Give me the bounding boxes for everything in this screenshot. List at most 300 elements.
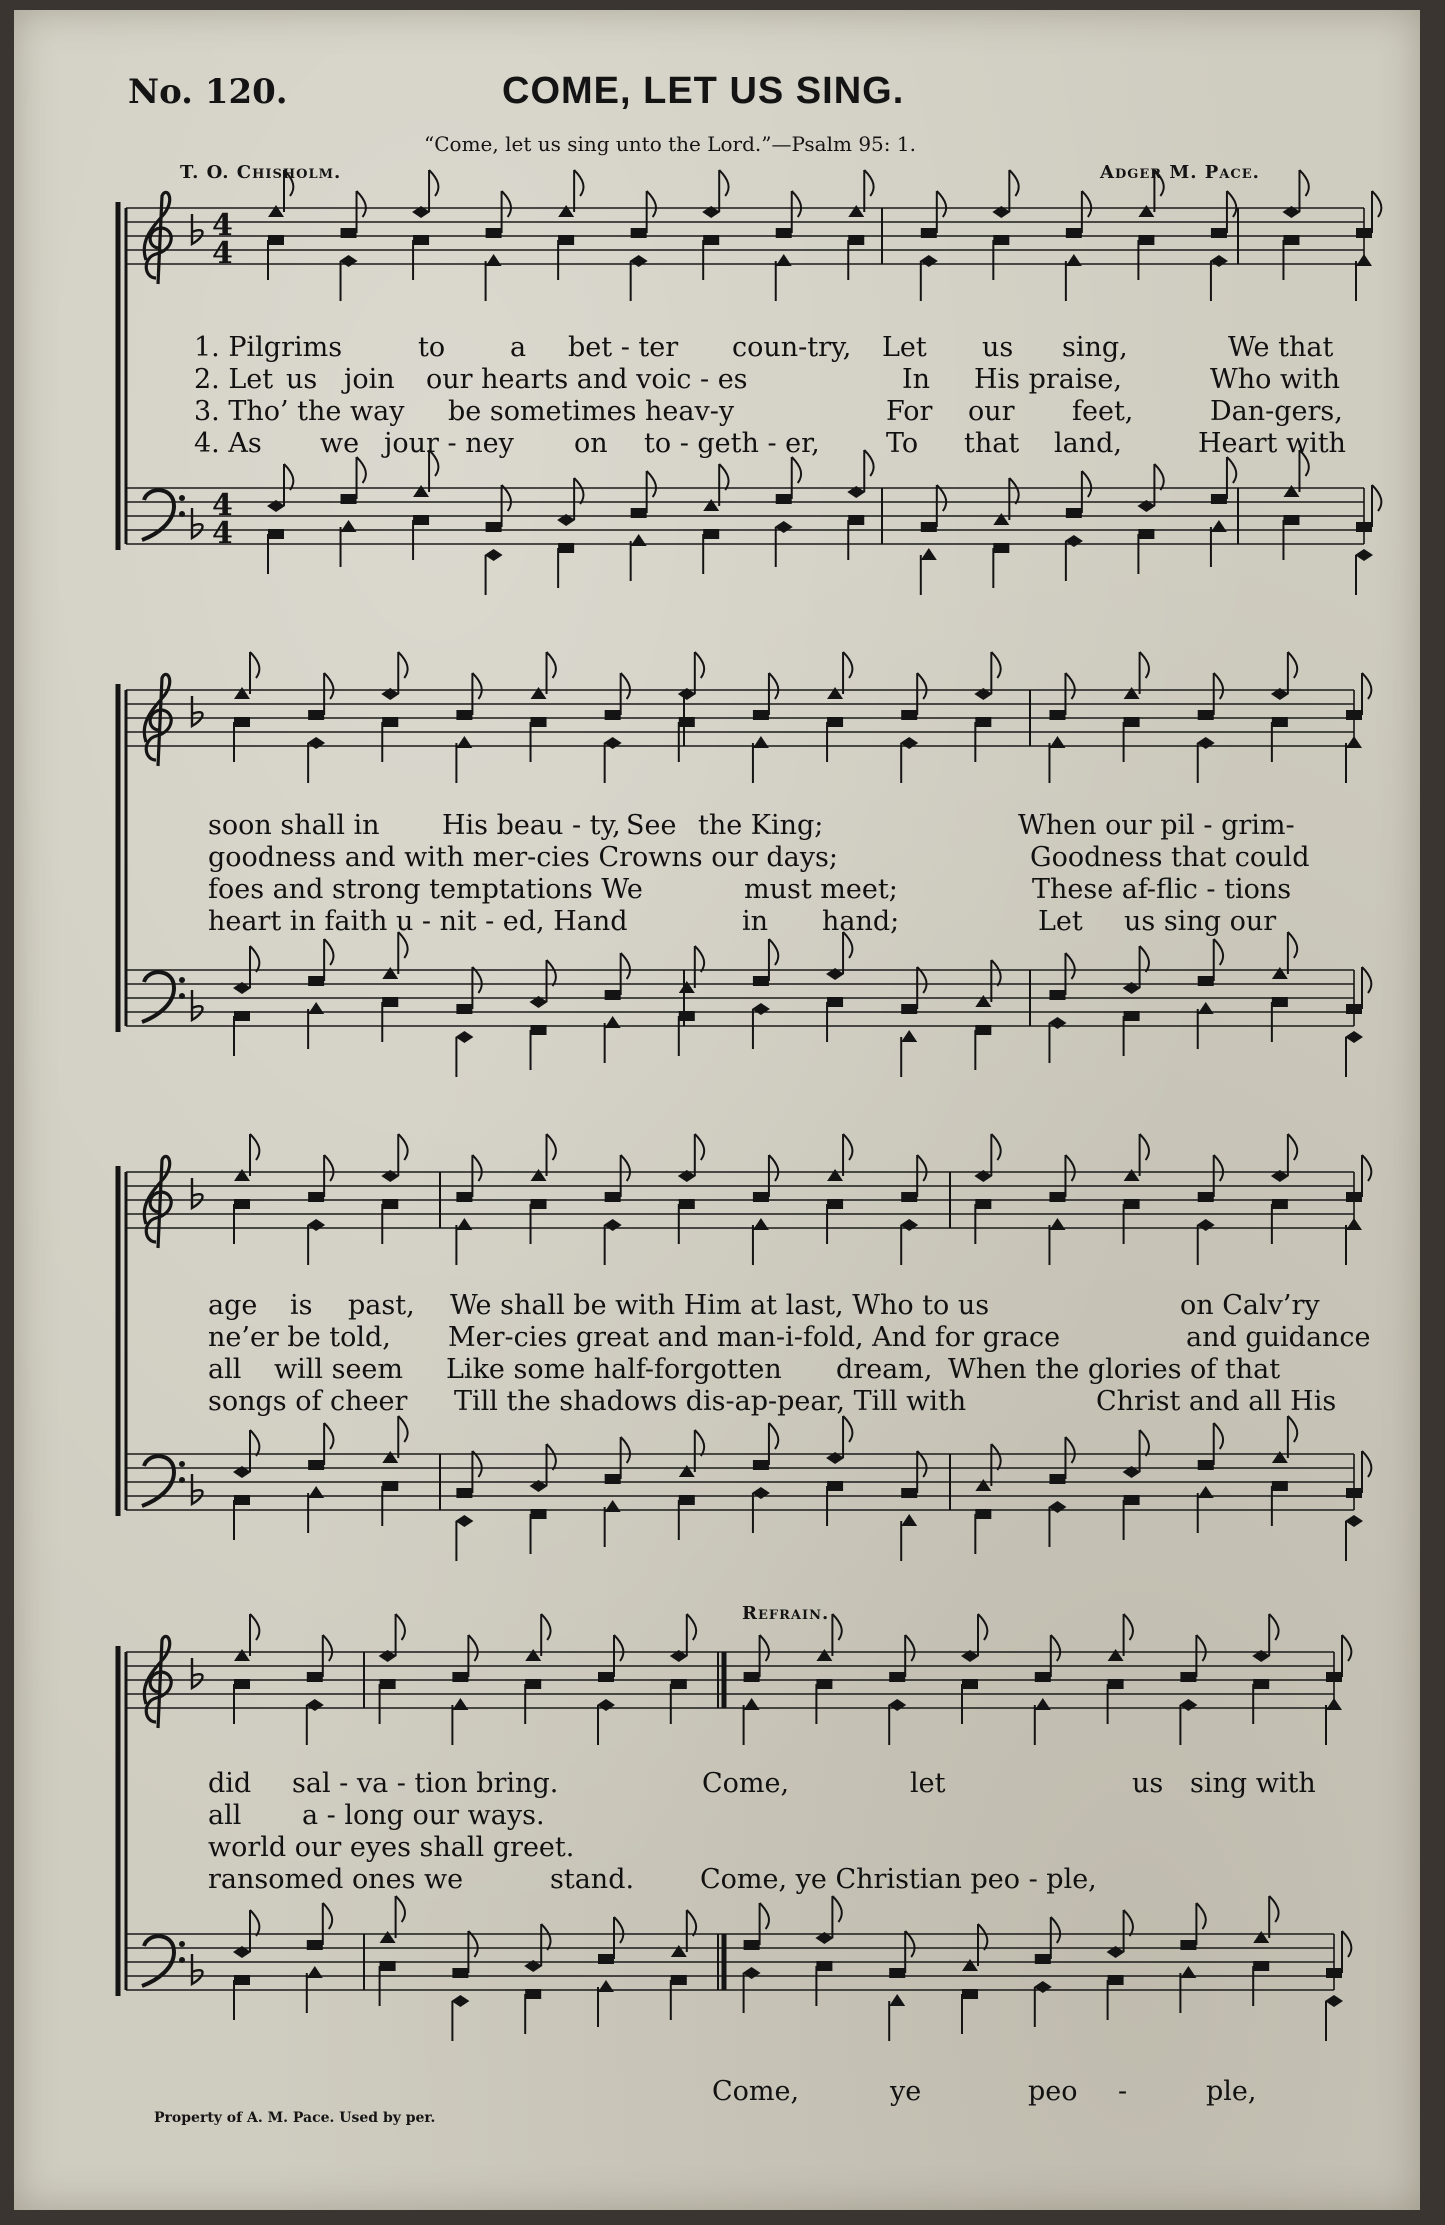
note-flag <box>1372 485 1381 511</box>
note-flag <box>1065 1155 1074 1181</box>
note-head <box>900 1219 918 1231</box>
lyric-syllable: let <box>910 1768 946 1799</box>
note-head <box>1066 228 1082 238</box>
note-head <box>307 1219 325 1231</box>
note-head <box>605 1500 621 1512</box>
note-head <box>1034 1981 1052 1993</box>
note-flag <box>1124 1614 1133 1640</box>
note-flag <box>917 1451 926 1477</box>
note-head <box>1325 1995 1343 2007</box>
note-head <box>486 254 502 266</box>
note-head <box>452 1968 468 1978</box>
note-head <box>605 1474 621 1484</box>
note-head <box>827 717 843 727</box>
note-head <box>413 485 429 497</box>
note-flag <box>284 464 293 490</box>
lyric-syllable: Mer-cies great and man-i-fold, And for grace <box>448 1322 1061 1353</box>
note-flag <box>695 1430 704 1456</box>
note-head <box>382 967 398 979</box>
note-head <box>1253 1931 1269 1943</box>
note-head <box>889 1968 905 1978</box>
note-flag <box>719 464 728 490</box>
hymn-number: No. 120. <box>128 72 288 112</box>
note-head <box>901 1004 917 1014</box>
note-head <box>1326 1968 1342 1978</box>
note-flag <box>1288 1416 1297 1442</box>
note-head <box>308 1002 324 1014</box>
bass-lyric-syllable: - <box>1118 2076 1128 2107</box>
note-head <box>380 1679 396 1689</box>
note-head <box>268 235 284 245</box>
note-flag <box>250 652 259 678</box>
note-flag <box>832 1896 841 1922</box>
note-head <box>604 737 622 749</box>
note-head <box>1065 535 1083 547</box>
lyric-syllable: Till the shadows dis-ap-pear, Till with <box>454 1386 967 1417</box>
note-head <box>775 521 793 533</box>
note-flag <box>1196 1903 1205 1929</box>
note-head <box>1346 1192 1362 1202</box>
note-head <box>993 513 1009 525</box>
note-head <box>1356 254 1372 266</box>
note-head <box>268 205 284 217</box>
note-head <box>827 1481 843 1491</box>
note-head <box>827 1169 843 1181</box>
lyric-syllable: Dan-gers, <box>1210 396 1343 427</box>
note-flag <box>250 1134 259 1160</box>
lyric-syllable: feet, <box>1072 396 1134 427</box>
note-flag <box>769 1423 778 1449</box>
note-head <box>452 1672 468 1682</box>
note-head <box>679 717 695 727</box>
bass-clef-icon <box>142 972 185 1022</box>
note-head <box>888 1699 906 1711</box>
note-flag <box>547 1444 556 1470</box>
lyric-syllable: on Calv’ry <box>1180 1290 1320 1321</box>
note-head <box>531 1509 547 1519</box>
note-head <box>1049 1218 1065 1230</box>
lyric-syllable: in <box>742 906 769 937</box>
note-head <box>1272 717 1288 727</box>
note-flag <box>547 1134 556 1160</box>
lyric-syllable: jour - ney <box>384 428 514 459</box>
note-head <box>743 1967 761 1979</box>
note-flag <box>472 967 481 993</box>
note-flag <box>502 191 511 217</box>
note-head <box>1198 1460 1214 1470</box>
note-flag <box>832 1614 841 1640</box>
lyric-syllable: all <box>208 1354 242 1385</box>
note-head <box>308 1486 324 1498</box>
note-flag <box>429 170 438 196</box>
note-flag <box>905 1931 914 1957</box>
note-head <box>848 235 864 245</box>
note-head <box>234 687 250 699</box>
note-flag <box>760 1635 769 1661</box>
note-head <box>1211 494 1227 504</box>
note-flag <box>472 1451 481 1477</box>
note-head <box>1346 1004 1362 1014</box>
note-head <box>920 255 938 267</box>
time-signature-top: 4 <box>212 488 233 523</box>
note-head <box>341 494 357 504</box>
lyric-syllable: Who with <box>1210 364 1340 395</box>
note-head <box>234 1679 250 1689</box>
flat-icon <box>192 696 203 726</box>
note-head <box>753 1192 769 1202</box>
scripture-subtitle: “Come, let us sing unto the Lord.”—Psalm 95: 1. <box>424 132 916 156</box>
note-flag <box>647 471 656 497</box>
note-flag <box>864 170 873 196</box>
note-head <box>1048 1017 1066 1029</box>
note-head <box>341 228 357 238</box>
lyric-syllable: These af-flic - tions <box>1032 874 1292 905</box>
lyric-syllable: coun-try, <box>732 332 852 363</box>
note-flag <box>1140 946 1149 972</box>
note-head <box>1346 736 1362 748</box>
lyric-syllable: ne’er be told, <box>208 1322 391 1353</box>
lyric-syllable: a - long our ways. <box>302 1800 545 1831</box>
note-head <box>901 1488 917 1498</box>
lyric-syllable: age <box>208 1290 258 1321</box>
lyric-syllable: We shall be with Him at last, Who to us <box>450 1290 990 1321</box>
note-flag <box>991 652 1000 678</box>
note-head <box>1066 508 1082 518</box>
lyric-syllable: way <box>350 396 405 427</box>
lyric-syllable: ransomed ones we <box>208 1864 464 1895</box>
note-flag <box>1362 967 1371 993</box>
lyric-syllable: hand; <box>822 906 900 937</box>
lyric-syllable: us <box>1132 1768 1164 1799</box>
note-head <box>306 1699 324 1711</box>
note-flag <box>1065 673 1074 699</box>
lyricist-credit: T. O. Chisholm. <box>180 162 342 183</box>
note-flag <box>1288 1134 1297 1160</box>
composer-credit: Adger M. Pace. <box>1100 162 1260 183</box>
note-head <box>1048 1501 1066 1513</box>
note-flag <box>769 939 778 965</box>
lyric-syllable: songs of cheer <box>208 1386 408 1417</box>
refrain-label: Refrain. <box>742 1603 830 1624</box>
lyric-syllable: Christ and all His <box>1096 1386 1337 1417</box>
note-flag <box>396 1614 405 1640</box>
note-flag <box>621 1155 630 1181</box>
note-flag <box>1269 1614 1278 1640</box>
note-flag <box>324 1423 333 1449</box>
note-head <box>889 1672 905 1682</box>
note-flag <box>719 170 728 196</box>
note-head <box>234 1169 250 1181</box>
lyric-syllable: to <box>418 332 446 363</box>
note-head <box>1066 254 1082 266</box>
note-head <box>1356 228 1372 238</box>
note-flag <box>1214 1155 1223 1181</box>
note-flag <box>1227 191 1236 217</box>
note-head <box>1346 710 1362 720</box>
note-flag <box>1140 1134 1149 1160</box>
note-flag <box>574 170 583 196</box>
note-flag <box>769 1155 778 1181</box>
time-signature-top: 4 <box>212 208 233 243</box>
lyric-syllable: and guidance <box>1186 1322 1371 1353</box>
note-head <box>753 976 769 986</box>
lyric-syllable: the King; <box>698 810 824 841</box>
note-head <box>827 1199 843 1209</box>
note-flag <box>1269 1896 1278 1922</box>
note-flag <box>547 960 556 986</box>
note-head <box>753 710 769 720</box>
lyric-syllable: on <box>574 428 608 459</box>
note-flag <box>1372 191 1381 217</box>
note-head <box>1197 737 1215 749</box>
lyric-syllable: to - geth - er, <box>644 428 820 459</box>
lyric-syllable: sal - va - tion bring. <box>292 1768 559 1799</box>
lyric-syllable: us sing our <box>1124 906 1277 937</box>
note-flag <box>864 450 873 476</box>
lyric-syllable: When the glories of that <box>948 1354 1281 1385</box>
bass-lyric-syllable: ple, <box>1206 2076 1257 2107</box>
note-head <box>1049 1192 1065 1202</box>
note-head <box>1124 717 1140 727</box>
note-flag <box>621 1437 630 1463</box>
note-head <box>340 255 358 267</box>
note-flag <box>398 1134 407 1160</box>
note-head <box>604 1219 622 1231</box>
note-head <box>1124 1199 1140 1209</box>
note-head <box>1138 205 1154 217</box>
note-head <box>975 1199 991 1209</box>
lyric-syllable: our <box>968 396 1015 427</box>
note-head <box>1180 1940 1196 1950</box>
note-flag <box>843 1416 852 1442</box>
note-head <box>1035 1954 1051 1964</box>
lyric-syllable: goodness and with mer-cies Crowns our days; <box>208 842 838 873</box>
note-flag <box>323 1635 332 1661</box>
note-flag <box>917 673 926 699</box>
note-head <box>1272 1451 1288 1463</box>
note-head <box>413 235 429 245</box>
note-head <box>1253 1679 1269 1689</box>
bass-clef-icon <box>142 1936 185 1986</box>
lyric-syllable: Come, ye Christian peo - ple, <box>700 1864 1097 1895</box>
lyric-syllable: sing with <box>1190 1768 1316 1799</box>
note-flag <box>324 939 333 965</box>
note-head <box>531 1025 547 1035</box>
note-head <box>1198 710 1214 720</box>
lyric-syllable: we <box>320 428 360 459</box>
note-head <box>1049 710 1065 720</box>
note-head <box>848 515 864 525</box>
note-head <box>1180 1966 1196 1978</box>
note-head <box>1124 1495 1140 1505</box>
note-flag <box>991 1444 1000 1470</box>
note-flag <box>574 478 583 504</box>
note-flag <box>541 1614 550 1640</box>
note-head <box>1210 255 1228 267</box>
note-head <box>1211 520 1227 532</box>
note-flag <box>687 1614 696 1640</box>
note-flag <box>1124 1910 1133 1936</box>
note-flag <box>472 1155 481 1181</box>
lyric-syllable: be sometimes heav-y <box>448 396 735 427</box>
note-head <box>1272 1481 1288 1491</box>
note-flag <box>1065 1437 1074 1463</box>
note-head <box>234 1199 250 1209</box>
lyric-syllable: His beau - ty, <box>442 810 621 841</box>
note-head <box>744 1940 760 1950</box>
note-head <box>1198 976 1214 986</box>
note-head <box>901 1192 917 1202</box>
note-head <box>1180 1672 1196 1682</box>
note-head <box>1198 1192 1214 1202</box>
note-head <box>776 494 792 504</box>
note-head <box>921 228 937 238</box>
lyric-syllable: Come, <box>702 1768 790 1799</box>
note-head <box>671 1679 687 1689</box>
note-flag <box>1154 464 1163 490</box>
note-flag <box>250 1910 259 1936</box>
note-head <box>307 737 325 749</box>
lyric-syllable: our hearts and voic - es <box>426 364 748 395</box>
note-head <box>1049 1474 1065 1484</box>
lyric-syllable: 3. Tho’ the <box>194 396 342 427</box>
note-head <box>1124 687 1140 699</box>
note-head <box>234 717 250 727</box>
note-head <box>605 710 621 720</box>
lyric-syllable: Let <box>882 332 927 363</box>
note-head <box>531 1169 547 1181</box>
treble-clef-icon <box>144 192 171 284</box>
note-head <box>1124 1169 1140 1181</box>
lyric-syllable: that <box>964 428 1020 459</box>
note-flag <box>547 652 556 678</box>
note-flag <box>937 191 946 217</box>
note-head <box>531 717 547 727</box>
note-flag <box>324 673 333 699</box>
note-head <box>776 228 792 238</box>
flat-icon <box>192 1954 203 1984</box>
note-head <box>827 687 843 699</box>
note-flag <box>1342 1931 1351 1957</box>
note-head <box>308 710 324 720</box>
note-head <box>486 522 502 532</box>
note-head <box>679 1011 695 1021</box>
note-flag <box>468 1635 477 1661</box>
note-head <box>703 529 719 539</box>
note-flag <box>250 1614 259 1640</box>
note-head <box>703 499 719 511</box>
note-head <box>558 205 574 217</box>
note-head <box>308 1192 324 1202</box>
note-head <box>341 520 357 532</box>
note-head <box>679 1465 695 1477</box>
note-flag <box>1288 932 1297 958</box>
note-head <box>234 1649 250 1661</box>
note-head <box>1035 1698 1051 1710</box>
note-head <box>486 228 502 238</box>
note-head <box>380 1961 396 1971</box>
note-head <box>671 1975 687 1985</box>
note-head <box>1283 485 1299 497</box>
note-head <box>1138 235 1154 245</box>
bass-clef-icon <box>142 490 185 540</box>
lyric-syllable: We that <box>1228 332 1334 363</box>
lyric-syllable: will seem <box>274 1354 404 1385</box>
treble-clef-icon <box>144 1636 171 1728</box>
note-head <box>525 1649 541 1661</box>
note-head <box>531 1199 547 1209</box>
note-head <box>485 549 503 561</box>
note-head <box>631 228 647 238</box>
note-head <box>816 1961 832 1971</box>
note-head <box>1272 997 1288 1007</box>
lyric-syllable: Let <box>1038 906 1083 937</box>
note-head <box>816 1649 832 1661</box>
note-head <box>975 1479 991 1491</box>
lyric-syllable: To <box>886 428 919 459</box>
note-flag <box>843 652 852 678</box>
note-flag <box>284 170 293 196</box>
lyric-syllable: foes and strong temptations We <box>208 874 643 905</box>
note-head <box>455 1031 473 1043</box>
note-head <box>525 1989 541 1999</box>
note-head <box>901 1030 917 1042</box>
lyric-syllable: join <box>344 364 395 395</box>
note-head <box>975 1025 991 1035</box>
note-head <box>631 508 647 518</box>
note-head <box>1124 1011 1140 1021</box>
note-flag <box>621 673 630 699</box>
note-head <box>921 522 937 532</box>
bass-clef-icon <box>142 1456 185 1506</box>
lyric-syllable: 1. Pilgrims <box>194 332 343 363</box>
lyric-syllable: For <box>886 396 933 427</box>
note-flag <box>1362 1155 1371 1181</box>
note-head <box>1108 1649 1124 1661</box>
note-head <box>752 1003 770 1015</box>
note-head <box>1346 1218 1362 1230</box>
note-head <box>531 687 547 699</box>
note-head <box>382 1199 398 1209</box>
note-head <box>1345 1515 1363 1527</box>
lyric-syllable: 4. As <box>194 428 262 459</box>
note-flag <box>760 1903 769 1929</box>
note-head <box>1197 1219 1215 1231</box>
lyric-syllable: When our pil - grim- <box>1018 810 1295 841</box>
note-head <box>631 534 647 546</box>
note-head <box>1035 1672 1051 1682</box>
note-head <box>671 1945 687 1957</box>
hymn-title: COME, LET US SING. <box>502 70 905 112</box>
note-head <box>1108 1975 1124 1985</box>
note-head <box>753 1218 769 1230</box>
note-flag <box>792 457 801 483</box>
note-head <box>1198 1002 1214 1014</box>
note-head <box>598 1954 614 1964</box>
note-head <box>1198 1486 1214 1498</box>
flat-icon <box>192 1178 203 1208</box>
lyric-syllable: stand. <box>550 1864 635 1895</box>
lyric-syllable: dream, <box>836 1354 933 1385</box>
note-head <box>525 1679 541 1689</box>
note-head <box>380 1931 396 1943</box>
note-head <box>605 1016 621 1028</box>
note-flag <box>614 1917 623 1943</box>
note-head <box>679 981 695 993</box>
note-flag <box>502 485 511 511</box>
note-head <box>752 1487 770 1499</box>
flat-icon <box>192 1658 203 1688</box>
